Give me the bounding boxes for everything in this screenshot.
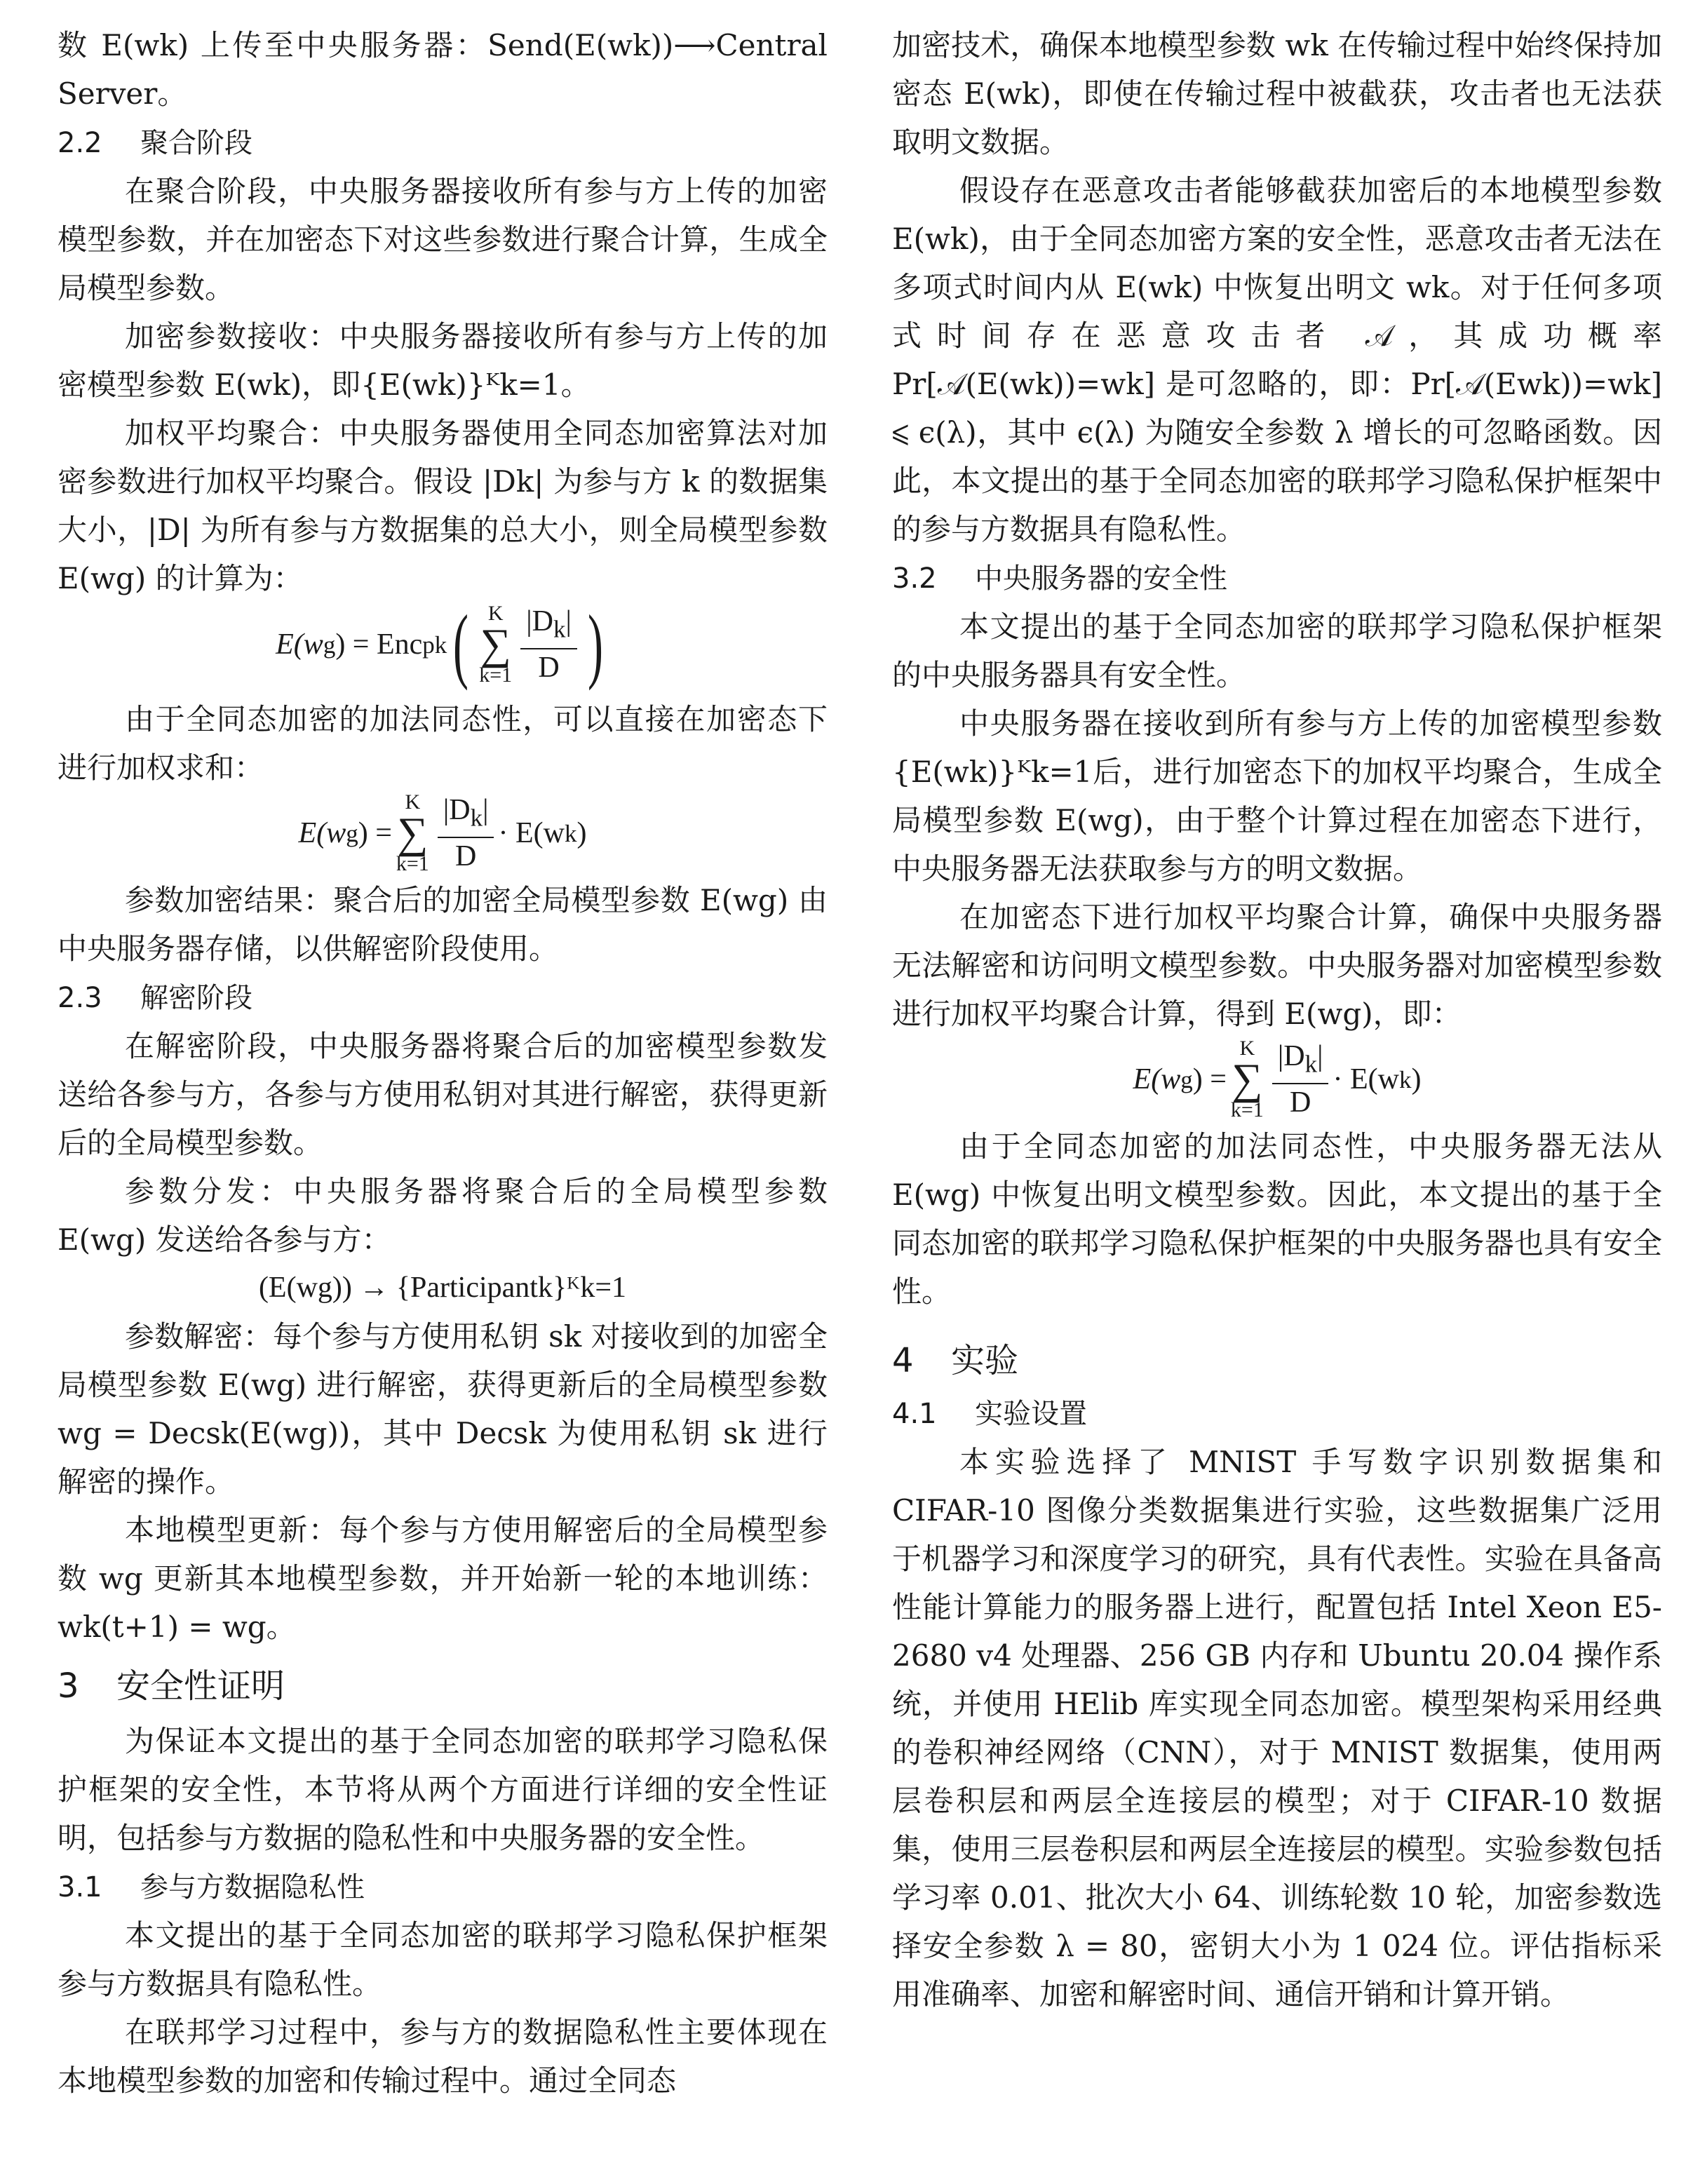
paragraph: 加权平均聚合：中央服务器使用全同态加密算法对加密参数进行加权平均聚合。假设 |Dk| 为参与方 k 的数据集大小，|D| 为所有参与方数据集的总大小，则全局模型参数 E(wg) 的计算为：: [58, 416, 828, 595]
section-heading-2-2: 2.2 聚合阶段: [58, 127, 252, 159]
paragraph: 在联邦学习过程中，参与方的数据隐私性主要体现在本地模型参数的加密和传输过程中。通过全同态: [58, 2015, 828, 2098]
section-heading-3-1: 3.1 参与方数据隐私性: [58, 1871, 365, 1903]
left-column: [58, 21, 828, 2105]
equation-server-aggregation: E(w g ) = K ∑ k=1 $\frac{|D_k|}{D}$ · E(w k ): [1133, 1037, 1422, 1121]
paragraph: 假设存在恶意攻击者能够截获加密后的本地模型参数 E(wk)，由于全同态加密方案的安全性，恶意攻击者无法在多项式时间内从 E(wk) 中恢复出明文 wk。对于任何多项式时间存在恶意攻击者 𝒜，其成功概率 Pr[𝒜(E(wk))=wk] 是可忽略的，即：Pr[𝒜(Ewk))=wk] ⩽ ϵ(λ)，其中 ϵ(λ) 为随安全参数 λ 增长的可忽略函数。因此，本文提出的基于全同态加密的联邦学习隐私保护框架中的参与方数据具有隐私性。: [892, 173, 1662, 546]
equation-global-param: E(w g ) = Enc pk ( K ∑ k=1 $\frac{|D_k|}{D}$ ): [276, 598, 603, 691]
paragraph: 本地模型更新：每个参与方使用解密后的全局模型参数 wg 更新其本地模型参数，并开始新一轮的本地训练：wk(t+1) = wg。: [58, 1513, 828, 1644]
paragraph: 本文提出的基于全同态加密的联邦学习隐私保护框架参与方数据具有隐私性。: [58, 1918, 828, 2001]
section-heading-2-3: 2.3 解密阶段: [58, 982, 252, 1014]
paragraph: 加密参数接收：中央服务器接收所有参与方上传的加密模型参数 E(wk)，即{E(wk)}ᴷk=1。: [58, 319, 828, 402]
paragraph: 由于全同态加密的加法同态性，中央服务器无法从 E(wg) 中恢复出明文模型参数。因此，本文提出的基于全同态加密的联邦学习隐私保护框架的中央服务器也具有安全性。: [892, 1129, 1662, 1309]
paragraph: 中央服务器在接收到所有参与方上传的加密模型参数{E(wk)}ᴷk=1后，进行加密态下的加权平均聚合，生成全局模型参数 E(wg)，由于整个计算过程在加密态下进行，中央服务器无法获取参与方的明文数据。: [892, 706, 1662, 886]
paragraph: 本实验选择了 MNIST 手写数字识别数据集和 CIFAR-10 图像分类数据集进行实验，这些数据集广泛用于机器学习和深度学习的研究，具有代表性。实验在具备高性能计算能力的服务器上进行，配置包括 Intel Xeon E5-2680 v4 处理器、256 GB 内存和 Ubuntu 20.04 操作系统，并使用 HElib 库实现全同态加密。模型架构采用经典的卷积神经网络（CNN），对于 MNIST 数据集，使用两层卷积层和两层全连接层的模型；对于 CIFAR-10 数据集，使用三层卷积层和两层全连接层的模型。实验参数包括学习率 0.01、批次大小 64、训练轮数 10 轮，加密参数选择安全参数 λ = 80，密钥大小为 1 024 位。评估指标采用准确率、加密和解密时间、通信开销和计算开销。: [892, 1445, 1662, 2011]
paragraph: 加密技术，确保本地模型参数 wk 在传输过程中始终保持加密态 E(wk)，即使在传输过程中被截获，攻击者也无法获取明文数据。: [892, 28, 1662, 159]
paragraph: 本文提出的基于全同态加密的联邦学习隐私保护框架的中央服务器具有安全性。: [892, 609, 1662, 692]
paragraph: 为保证本文提出的基于全同态加密的联邦学习隐私保护框架的安全性，本节将从两个方面进行详细的安全性证明，包括参与方数据的隐私性和中央服务器的安全性。: [58, 1724, 828, 1855]
section-heading-3: 3 安全性证明: [58, 1666, 285, 1706]
paragraph: 在解密阶段，中央服务器将聚合后的加密模型参数发送给各参与方，各参与方使用私钥对其进行解密，获得更新后的全局模型参数。: [58, 1029, 828, 1160]
paragraph: 在加密态下进行加权平均聚合计算，确保中央服务器无法解密和访问明文模型参数。中央服务器对加密模型参数进行加权平均聚合计算，得到 E(wg)，即：: [892, 900, 1662, 1031]
equation-distribution: (E(wg)) → {Participantk}ᴷk=1: [258, 1272, 627, 1304]
section-heading-4-1: 4.1 实验设置: [892, 1398, 1087, 1430]
paragraph: 在聚合阶段，中央服务器接收所有参与方上传的加密模型参数，并在加密态下对这些参数进行聚合计算，生成全局模型参数。: [58, 174, 828, 305]
section-heading-4: 4 实验: [892, 1341, 1019, 1380]
paragraph: 参数解密：每个参与方使用私钥 sk 对接收到的加密全局模型参数 E(wg) 进行解密，获得更新后的全局模型参数 wg = Decsk(E(wg))，其中 Decsk 为使用私钥 sk 进行解密的操作。: [58, 1319, 828, 1499]
right-column: [892, 21, 1662, 2018]
section-heading-3-2: 3.2 中央服务器的安全性: [892, 562, 1227, 595]
equation-weighted-sum: E(w g ) = K ∑ k=1 $\frac{|D_k|}{D}$ · E(w k ): [298, 790, 587, 875]
paragraph: 参数加密结果：聚合后的加密全局模型参数 E(wg) 由中央服务器存储，以供解密阶段使用。: [58, 883, 828, 966]
paragraph: 数 E(wk) 上传至中央服务器：Send(E(wk))⟶Central Server。: [58, 28, 828, 111]
paragraph: 由于全同态加密的加法同态性，可以直接在加密态下进行加权求和：: [58, 702, 828, 785]
paragraph: 参数分发：中央服务器将聚合后的全局模型参数 E(wg) 发送给各参与方：: [58, 1174, 828, 1257]
